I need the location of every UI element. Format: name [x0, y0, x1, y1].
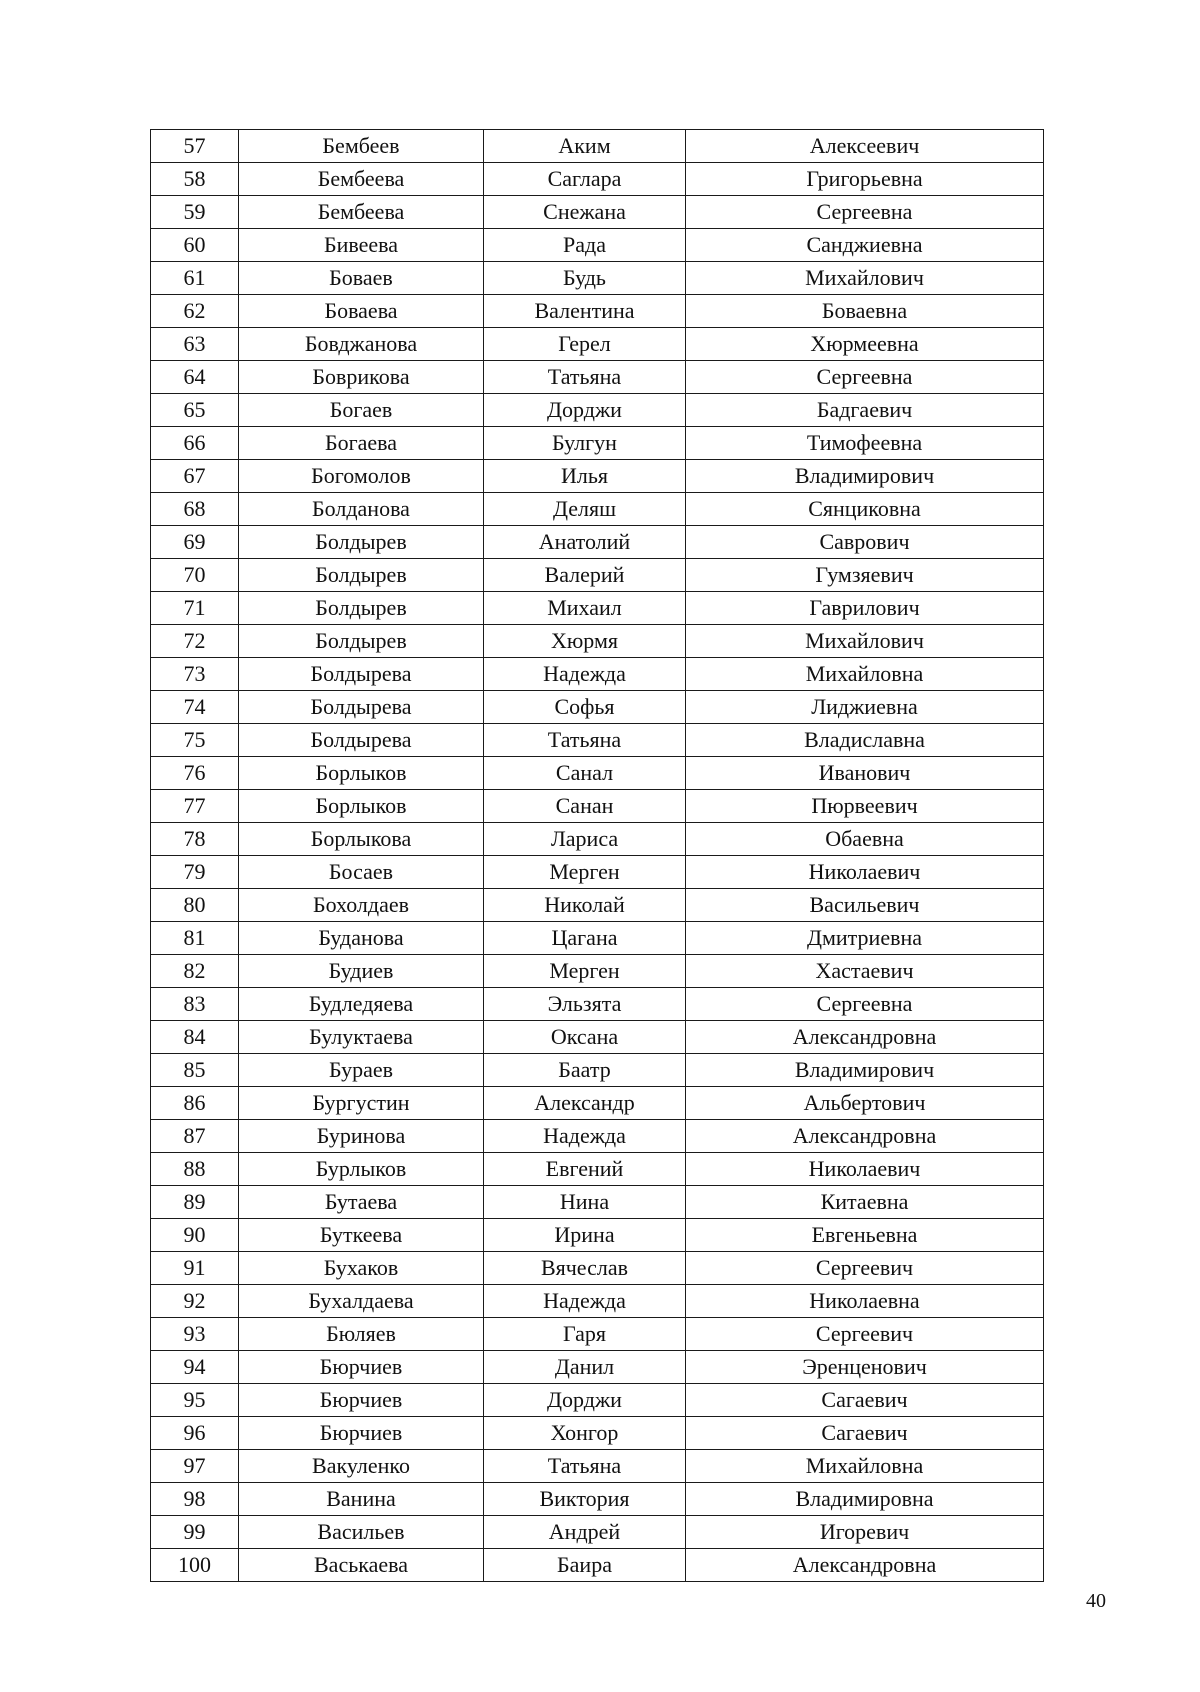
- table-row: [151, 493, 1044, 526]
- row-number-cell: 64: [151, 361, 239, 394]
- row-number-cell: 96: [151, 1417, 239, 1450]
- row-number-cell: 81: [151, 922, 239, 955]
- first-name-cell: Надежда: [484, 658, 686, 691]
- patronymic-cell: Китаевна: [686, 1186, 1044, 1219]
- last-name-cell: Босаев: [239, 856, 484, 889]
- last-name-cell: Бембеева: [239, 196, 484, 229]
- table-row: [151, 262, 1044, 295]
- row-number-cell: 62: [151, 295, 239, 328]
- patronymic-cell: Сергеевна: [686, 988, 1044, 1021]
- last-name-cell: Борлыков: [239, 757, 484, 790]
- row-number-cell: 83: [151, 988, 239, 1021]
- last-name-cell: Васькаева: [239, 1549, 484, 1582]
- patronymic-cell: Григорьевна: [686, 163, 1044, 196]
- table-row: [151, 823, 1044, 856]
- patronymic-cell: Бадгаевич: [686, 394, 1044, 427]
- first-name-cell: Гаря: [484, 1318, 686, 1351]
- last-name-cell: Вакуленко: [239, 1450, 484, 1483]
- table-row: [151, 163, 1044, 196]
- table-row: [151, 1450, 1044, 1483]
- patronymic-cell: Николаевна: [686, 1285, 1044, 1318]
- table-row: [151, 856, 1044, 889]
- first-name-cell: Нина: [484, 1186, 686, 1219]
- last-name-cell: Борлыков: [239, 790, 484, 823]
- table-row: [151, 460, 1044, 493]
- row-number-cell: 94: [151, 1351, 239, 1384]
- row-number-cell: 82: [151, 955, 239, 988]
- patronymic-cell: Сагаевич: [686, 1417, 1044, 1450]
- first-name-cell: Татьяна: [484, 1450, 686, 1483]
- table-row: [151, 1054, 1044, 1087]
- patronymic-cell: Евгеньевна: [686, 1219, 1044, 1252]
- first-name-cell: Анатолий: [484, 526, 686, 559]
- first-name-cell: Евгений: [484, 1153, 686, 1186]
- patronymic-cell: Сагаевич: [686, 1384, 1044, 1417]
- patronymic-cell: Николаевич: [686, 1153, 1044, 1186]
- first-name-cell: Цагана: [484, 922, 686, 955]
- row-number-cell: 69: [151, 526, 239, 559]
- first-name-cell: Татьяна: [484, 724, 686, 757]
- last-name-cell: Богаева: [239, 427, 484, 460]
- first-name-cell: Санал: [484, 757, 686, 790]
- row-number-cell: 70: [151, 559, 239, 592]
- patronymic-cell: Гаврилович: [686, 592, 1044, 625]
- row-number-cell: 74: [151, 691, 239, 724]
- first-name-cell: Баатр: [484, 1054, 686, 1087]
- patronymic-cell: Дмитриевна: [686, 922, 1044, 955]
- table-row: [151, 1516, 1044, 1549]
- first-name-cell: Рада: [484, 229, 686, 262]
- last-name-cell: Болданова: [239, 493, 484, 526]
- last-name-cell: Богаев: [239, 394, 484, 427]
- patronymic-cell: Саврович: [686, 526, 1044, 559]
- table-row: [151, 196, 1044, 229]
- table-row: [151, 889, 1044, 922]
- row-number-cell: 68: [151, 493, 239, 526]
- first-name-cell: Валерий: [484, 559, 686, 592]
- page-number: 40: [1086, 1590, 1106, 1612]
- first-name-cell: Ирина: [484, 1219, 686, 1252]
- table-row: [151, 658, 1044, 691]
- first-name-cell: Данил: [484, 1351, 686, 1384]
- table-row: [151, 559, 1044, 592]
- table-row: [151, 295, 1044, 328]
- last-name-cell: Васильев: [239, 1516, 484, 1549]
- table-row: [151, 427, 1044, 460]
- table-row: [151, 988, 1044, 1021]
- last-name-cell: Болдырев: [239, 625, 484, 658]
- patronymic-cell: Алексеевич: [686, 130, 1044, 163]
- patronymic-cell: Иванович: [686, 757, 1044, 790]
- table-row: [151, 328, 1044, 361]
- patronymic-cell: Владимирович: [686, 1054, 1044, 1087]
- row-number-cell: 67: [151, 460, 239, 493]
- row-number-cell: 75: [151, 724, 239, 757]
- patronymic-cell: Хастаевич: [686, 955, 1044, 988]
- patronymic-cell: Эренценович: [686, 1351, 1044, 1384]
- table-row: [151, 790, 1044, 823]
- table-row: [151, 526, 1044, 559]
- row-number-cell: 77: [151, 790, 239, 823]
- last-name-cell: Болдырев: [239, 592, 484, 625]
- last-name-cell: Болдырев: [239, 559, 484, 592]
- patronymic-cell: Александровна: [686, 1120, 1044, 1153]
- table-row: [151, 1351, 1044, 1384]
- row-number-cell: 98: [151, 1483, 239, 1516]
- last-name-cell: Бюрчиев: [239, 1351, 484, 1384]
- last-name-cell: Бухалдаева: [239, 1285, 484, 1318]
- first-name-cell: Хюрмя: [484, 625, 686, 658]
- first-name-cell: Софья: [484, 691, 686, 724]
- table-row: [151, 625, 1044, 658]
- last-name-cell: Ванина: [239, 1483, 484, 1516]
- first-name-cell: Эльзята: [484, 988, 686, 1021]
- patronymic-cell: Обаевна: [686, 823, 1044, 856]
- row-number-cell: 99: [151, 1516, 239, 1549]
- last-name-cell: Боваев: [239, 262, 484, 295]
- first-name-cell: Аким: [484, 130, 686, 163]
- table-row: [151, 724, 1044, 757]
- last-name-cell: Болдырев: [239, 526, 484, 559]
- row-number-cell: 92: [151, 1285, 239, 1318]
- last-name-cell: Булуктаева: [239, 1021, 484, 1054]
- row-number-cell: 91: [151, 1252, 239, 1285]
- table-row: [151, 130, 1044, 163]
- patronymic-cell: Гумзяевич: [686, 559, 1044, 592]
- first-name-cell: Герел: [484, 328, 686, 361]
- table-row: [151, 229, 1044, 262]
- table-row: [151, 394, 1044, 427]
- first-name-cell: Дорджи: [484, 394, 686, 427]
- table-row: [151, 922, 1044, 955]
- patronymic-cell: Сергеевна: [686, 361, 1044, 394]
- last-name-cell: Бурлыков: [239, 1153, 484, 1186]
- first-name-cell: Вячеслав: [484, 1252, 686, 1285]
- patronymic-cell: Михайлович: [686, 625, 1044, 658]
- last-name-cell: Будледяева: [239, 988, 484, 1021]
- last-name-cell: Буданова: [239, 922, 484, 955]
- row-number-cell: 90: [151, 1219, 239, 1252]
- patronymic-cell: Сергеевна: [686, 196, 1044, 229]
- row-number-cell: 59: [151, 196, 239, 229]
- last-name-cell: Бембеева: [239, 163, 484, 196]
- first-name-cell: Булгун: [484, 427, 686, 460]
- row-number-cell: 76: [151, 757, 239, 790]
- patronymic-cell: Тимофеевна: [686, 427, 1044, 460]
- patronymic-cell: Михайловна: [686, 658, 1044, 691]
- table-row: [151, 1120, 1044, 1153]
- row-number-cell: 84: [151, 1021, 239, 1054]
- first-name-cell: Будь: [484, 262, 686, 295]
- first-name-cell: Оксана: [484, 1021, 686, 1054]
- last-name-cell: Бюрчиев: [239, 1384, 484, 1417]
- names-table-body: [151, 130, 1044, 1582]
- table-row: [151, 1384, 1044, 1417]
- patronymic-cell: Лиджиевна: [686, 691, 1044, 724]
- first-name-cell: Надежда: [484, 1285, 686, 1318]
- patronymic-cell: Владимировна: [686, 1483, 1044, 1516]
- row-number-cell: 95: [151, 1384, 239, 1417]
- table-row: [151, 1549, 1044, 1582]
- row-number-cell: 57: [151, 130, 239, 163]
- patronymic-cell: Боваевна: [686, 295, 1044, 328]
- row-number-cell: 73: [151, 658, 239, 691]
- first-name-cell: Деляш: [484, 493, 686, 526]
- last-name-cell: Бураев: [239, 1054, 484, 1087]
- table-row: [151, 1318, 1044, 1351]
- patronymic-cell: Васильевич: [686, 889, 1044, 922]
- row-number-cell: 72: [151, 625, 239, 658]
- table-row: [151, 592, 1044, 625]
- row-number-cell: 66: [151, 427, 239, 460]
- patronymic-cell: Игоревич: [686, 1516, 1044, 1549]
- table-row: [151, 1186, 1044, 1219]
- first-name-cell: Александр: [484, 1087, 686, 1120]
- last-name-cell: Бивеева: [239, 229, 484, 262]
- row-number-cell: 97: [151, 1450, 239, 1483]
- last-name-cell: Будиев: [239, 955, 484, 988]
- first-name-cell: Хонгор: [484, 1417, 686, 1450]
- last-name-cell: Богомолов: [239, 460, 484, 493]
- table-row: [151, 1417, 1044, 1450]
- last-name-cell: Боваева: [239, 295, 484, 328]
- row-number-cell: 61: [151, 262, 239, 295]
- first-name-cell: Мерген: [484, 955, 686, 988]
- first-name-cell: Николай: [484, 889, 686, 922]
- table-row: [151, 361, 1044, 394]
- table-row: [151, 1252, 1044, 1285]
- row-number-cell: 79: [151, 856, 239, 889]
- table-row: [151, 1087, 1044, 1120]
- table-row: [151, 1285, 1044, 1318]
- patronymic-cell: Александровна: [686, 1021, 1044, 1054]
- patronymic-cell: Владиславна: [686, 724, 1044, 757]
- last-name-cell: Буринова: [239, 1120, 484, 1153]
- last-name-cell: Бохолдаев: [239, 889, 484, 922]
- last-name-cell: Борлыкова: [239, 823, 484, 856]
- last-name-cell: Бюрчиев: [239, 1417, 484, 1450]
- first-name-cell: Надежда: [484, 1120, 686, 1153]
- row-number-cell: 71: [151, 592, 239, 625]
- first-name-cell: Дорджи: [484, 1384, 686, 1417]
- row-number-cell: 78: [151, 823, 239, 856]
- row-number-cell: 87: [151, 1120, 239, 1153]
- last-name-cell: Бутаева: [239, 1186, 484, 1219]
- first-name-cell: Лариса: [484, 823, 686, 856]
- last-name-cell: Буткеева: [239, 1219, 484, 1252]
- first-name-cell: Баира: [484, 1549, 686, 1582]
- last-name-cell: Боврикова: [239, 361, 484, 394]
- row-number-cell: 80: [151, 889, 239, 922]
- patronymic-cell: Хюрмеевна: [686, 328, 1044, 361]
- row-number-cell: 58: [151, 163, 239, 196]
- first-name-cell: Михаил: [484, 592, 686, 625]
- table-row: [151, 955, 1044, 988]
- patronymic-cell: Михайлович: [686, 262, 1044, 295]
- patronymic-cell: Александровна: [686, 1549, 1044, 1582]
- table-row: [151, 1219, 1044, 1252]
- patronymic-cell: Сянциковна: [686, 493, 1044, 526]
- first-name-cell: Татьяна: [484, 361, 686, 394]
- row-number-cell: 89: [151, 1186, 239, 1219]
- row-number-cell: 63: [151, 328, 239, 361]
- row-number-cell: 65: [151, 394, 239, 427]
- first-name-cell: Саглара: [484, 163, 686, 196]
- row-number-cell: 85: [151, 1054, 239, 1087]
- patronymic-cell: Михайловна: [686, 1450, 1044, 1483]
- row-number-cell: 88: [151, 1153, 239, 1186]
- last-name-cell: Болдырева: [239, 724, 484, 757]
- last-name-cell: Болдырева: [239, 658, 484, 691]
- row-number-cell: 93: [151, 1318, 239, 1351]
- names-table: [150, 129, 1044, 1582]
- table-row: [151, 691, 1044, 724]
- first-name-cell: Илья: [484, 460, 686, 493]
- patronymic-cell: Николаевич: [686, 856, 1044, 889]
- last-name-cell: Бургустин: [239, 1087, 484, 1120]
- first-name-cell: Снежана: [484, 196, 686, 229]
- patronymic-cell: Сергеевич: [686, 1252, 1044, 1285]
- first-name-cell: Мерген: [484, 856, 686, 889]
- table-row: [151, 757, 1044, 790]
- patronymic-cell: Санджиевна: [686, 229, 1044, 262]
- first-name-cell: Санан: [484, 790, 686, 823]
- row-number-cell: 100: [151, 1549, 239, 1582]
- table-row: [151, 1483, 1044, 1516]
- first-name-cell: Валентина: [484, 295, 686, 328]
- last-name-cell: Болдырева: [239, 691, 484, 724]
- patronymic-cell: Пюрвеевич: [686, 790, 1044, 823]
- table-row: [151, 1021, 1044, 1054]
- table-row: [151, 1153, 1044, 1186]
- patronymic-cell: Сергеевич: [686, 1318, 1044, 1351]
- patronymic-cell: Альбертович: [686, 1087, 1044, 1120]
- last-name-cell: Бюляев: [239, 1318, 484, 1351]
- last-name-cell: Бовджанова: [239, 328, 484, 361]
- patronymic-cell: Владимирович: [686, 460, 1044, 493]
- row-number-cell: 86: [151, 1087, 239, 1120]
- last-name-cell: Бембеев: [239, 130, 484, 163]
- last-name-cell: Бухаков: [239, 1252, 484, 1285]
- first-name-cell: Андрей: [484, 1516, 686, 1549]
- first-name-cell: Виктория: [484, 1483, 686, 1516]
- row-number-cell: 60: [151, 229, 239, 262]
